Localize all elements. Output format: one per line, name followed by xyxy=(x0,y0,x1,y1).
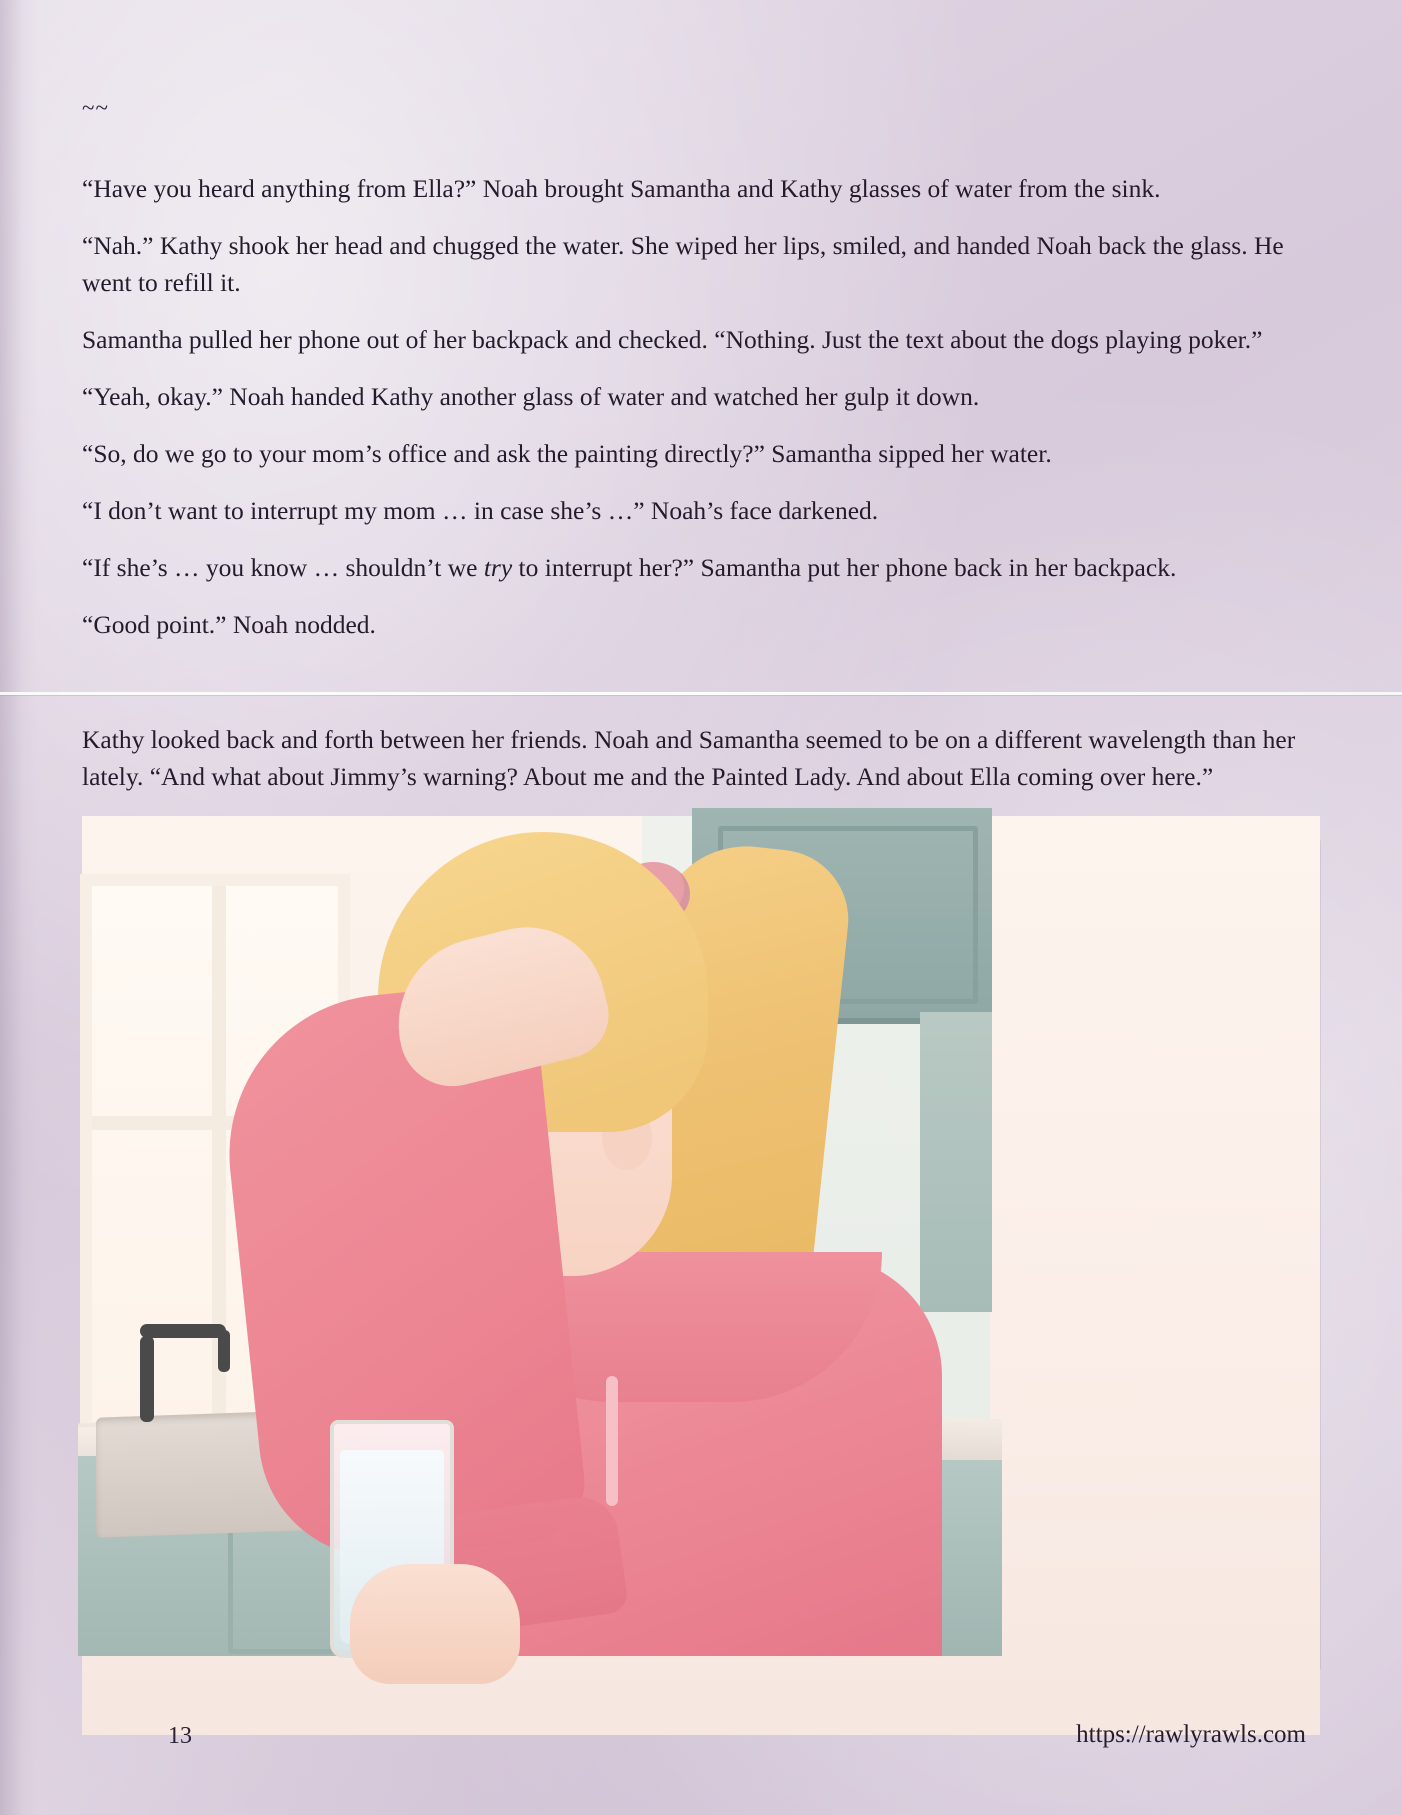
text-and-figure-wrap xyxy=(82,816,1320,1735)
paragraph: “Good point.” Noah nodded. xyxy=(82,609,376,639)
paragraph-text-before: “If she’s … you know … shouldn’t we xyxy=(82,552,484,582)
page-divider-rule xyxy=(0,692,1402,695)
paragraph: “Have you heard anything from Ella?” Noah brought Samantha and Kathy glasses of water from the sink. xyxy=(82,174,1161,203)
page-number: 13 xyxy=(168,1723,192,1749)
paragraph: “So, do we go to your mom’s office and ask the painting directly?” Samantha sipped her water. xyxy=(82,438,1052,468)
paragraph: “Yeah, okay.” Noah handed Kathy another glass of water and watched her gulp it down. xyxy=(82,381,980,411)
illustration-figure xyxy=(412,840,1320,1670)
paragraph-text-after: to interrupt her?” Samantha put her phone back in her backpack. xyxy=(512,552,1177,582)
emphasis-text: try xyxy=(483,552,513,582)
paragraph-with-emphasis xyxy=(82,550,1320,587)
hoodie-drawstring-right xyxy=(606,1376,618,1506)
page-left-shadow xyxy=(0,0,38,1815)
section-break: ~~ xyxy=(82,95,109,120)
site-url: https://rawlyrawls.com xyxy=(1076,1721,1306,1748)
paragraph: “I don’t want to interrupt my mom … in case she’s …” Noah’s face darkened. xyxy=(82,495,879,525)
page-footer xyxy=(0,1723,1402,1763)
kitchen-illustration xyxy=(412,840,1320,1670)
side-cabinet xyxy=(920,1012,992,1312)
page-body-top xyxy=(82,96,1320,644)
paragraph: “Nah.” Kathy shook her head and chugged the water. She wiped her lips, smiled, and handed Noah back the glass. He went to refill it. xyxy=(82,230,1284,297)
page-body-bottom xyxy=(82,722,1320,1757)
paragraph: Samantha pulled her phone out of her backpack and checked. “Nothing. Just the text about the dogs playing poker.” xyxy=(82,324,1263,354)
paragraph: Kathy looked back and forth between her friends. Noah and Samantha seemed to be on a different wavelength than her lately. “And what about Jimmy’s warning? About me and the Painted Lady. And about Ella coming over here.” xyxy=(82,725,1296,791)
